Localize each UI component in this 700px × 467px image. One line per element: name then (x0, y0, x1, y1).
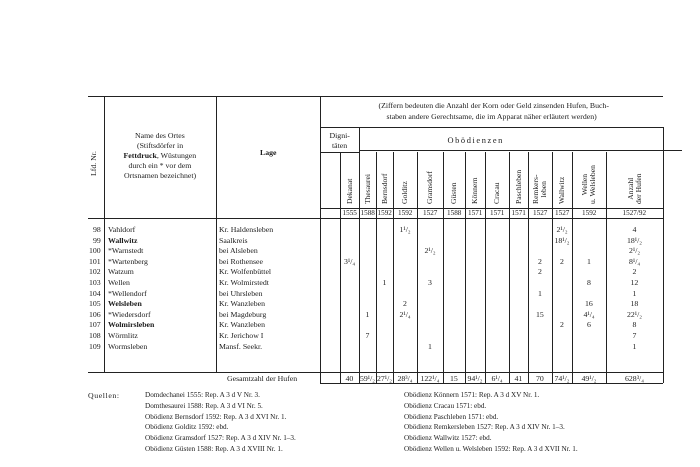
value-cell: 8 (587, 278, 591, 287)
place-location: bei Alsleben (219, 246, 258, 256)
col-rule (320, 96, 321, 383)
value-cell: 3¹/₄ (344, 256, 356, 266)
place-location: bei Uhrsleben (219, 288, 263, 298)
totals-cell: 15 (450, 373, 458, 383)
value-cell: 12 (630, 278, 639, 287)
oboedienzen-header: Obödienzen (447, 136, 504, 145)
value-cell: 18¹/₂ (554, 235, 570, 245)
place-location: Kr. Wolmirstedt (219, 278, 269, 287)
place-location: Kr. Jerichow I (219, 331, 264, 340)
col-rule (465, 152, 466, 383)
value-cell: 1 (382, 278, 387, 287)
col-rule (663, 127, 664, 383)
totals-cell: 41 (514, 373, 523, 383)
value-cell: 1 (632, 341, 637, 351)
quellen-left-line: Obödienz Golditz 1592: ebd. (145, 423, 229, 432)
column-name-line: Remkers- (531, 174, 540, 204)
column-header-6 (471, 177, 479, 204)
totals-bottom-rule (320, 383, 663, 384)
value-cell: 2 (538, 256, 542, 266)
column-header-5 (450, 182, 458, 204)
column-year-7: 1571 (490, 209, 505, 217)
column-name-line: Wallwitz (557, 176, 566, 204)
value-cell: 2 (403, 299, 407, 309)
row-number: 103 (89, 278, 101, 287)
column-year-9: 1527 (533, 209, 548, 217)
totals-cell: 628³/₄ (625, 373, 644, 383)
column-header-2 (381, 174, 389, 204)
column-year-5: 1588 (447, 209, 462, 217)
value-cell: 2 (560, 256, 564, 266)
place-location: bei Rothensee (219, 256, 263, 266)
col-rule (393, 152, 394, 383)
value-cell: 1 (538, 288, 542, 298)
quellen-left-line: Obödienz Bernsdorf 1592: Rep. A 3 d XVI Nr. 1. (145, 412, 287, 421)
place-name: Welsleben (108, 299, 142, 309)
value-cell: 8¹/₄ (629, 256, 641, 266)
column-header-3 (401, 181, 409, 204)
note-line-2: staben andere Gerechtsame, die im Apparat näher erläutert werden) (386, 112, 597, 121)
place-name: *Wellendorf (108, 288, 147, 298)
column-name-line: Golditz (400, 181, 409, 204)
place-location: Kr. Haldensleben (219, 225, 274, 234)
column-name-line: Paschleben (513, 169, 523, 204)
value-cell: 1 (365, 309, 370, 319)
row-number: 102 (89, 267, 101, 277)
col-rule (606, 152, 607, 383)
column-year-12: 1527/92 (622, 209, 647, 217)
quellen-left-line: Obödienz Gramsdorf 1527: Rep. A 3 d XIV Nr. 1–3. (145, 434, 296, 443)
column-year-0: 1555 (342, 209, 357, 217)
column-name-line: Gramsdorf (425, 171, 434, 204)
name-header-line: Name des Ortes (135, 131, 185, 140)
col-rule (359, 127, 360, 383)
place-name: *Wiedersdorf (108, 309, 151, 319)
value-cell: 1 (632, 288, 637, 298)
column-name-line: Dekanat (344, 178, 354, 204)
quellen-left-line: Domthesaurei 1588: Rep. A 3 d VI Nr. 5. (145, 401, 263, 410)
group-divider-rule (359, 150, 682, 151)
column-header-10 (558, 177, 566, 204)
quellen-right-line: Obödienz Wellen u. Welsleben 1592: Rep. A 3 d XVII Nr. 1. (404, 445, 578, 453)
column-year-1: 1588 (360, 209, 375, 217)
column-header-11 (581, 165, 597, 204)
value-cell: 2¹/₂ (556, 225, 568, 234)
column-header-1 (364, 174, 372, 204)
name-header-line (124, 151, 197, 160)
column-header-9 (532, 174, 548, 204)
place-name: *Warnstedt (108, 246, 144, 256)
value-cell: 7 (365, 331, 370, 340)
place-name: Wörmlitz (108, 331, 138, 340)
quellen-right-line: Obödienz Könnern 1571: Rep. A 3 d XV Nr. 1. (404, 391, 540, 399)
value-cell: 18 (630, 299, 639, 309)
col-rule (417, 152, 418, 383)
column-name-line: u. Welsleben (587, 165, 597, 204)
column-header-4 (426, 171, 434, 204)
name-header-line: (Stiftsdörfer in (137, 141, 184, 150)
place-name: Wellen (108, 278, 130, 287)
dignitaeten-header: täten (332, 141, 348, 150)
dignitaeten-header: Digni- (329, 131, 350, 140)
value-cell: 7 (632, 331, 637, 340)
row-number: 100 (89, 246, 101, 256)
value-cell: 1 (428, 341, 432, 351)
quellen-label: Quellen: (88, 391, 120, 400)
place-name: Watzum (108, 267, 134, 277)
value-cell: 2¹/₂ (629, 246, 641, 256)
value-cell: 2¹/₄ (399, 309, 411, 319)
value-cell: 2 (560, 320, 564, 330)
column-name-line: Güsten (449, 182, 458, 204)
totals-cell: 6¹/₄ (491, 373, 503, 383)
row-number: 105 (89, 299, 101, 309)
column-year-10: 1527 (555, 209, 570, 217)
column-name-line: der Hufen (633, 173, 643, 204)
column-name-line: Cracau (492, 182, 501, 204)
col-rule (340, 152, 341, 383)
column-header-12 (627, 173, 643, 204)
row-number: 98 (93, 225, 101, 234)
lfd-nr-header: Lfd. Nr. (89, 151, 98, 176)
row-number: 107 (89, 320, 101, 330)
column-name-line: Thesaurei (362, 174, 372, 204)
col-rule (572, 152, 573, 383)
column-year-2: 1592 (377, 209, 392, 217)
value-cell: 2¹/₂ (424, 246, 436, 256)
quellen-right-line: Obödienz Cracau 1571: ebd. (404, 401, 487, 410)
col-rule (485, 152, 486, 383)
column-name-line: Könnern (470, 177, 479, 204)
column-name-line: leben (538, 181, 548, 198)
value-cell: 15 (536, 309, 544, 319)
place-location: Kr. Wanzleben (219, 299, 265, 309)
column-name-line: Anzahl (625, 177, 635, 200)
totals-cell: 59¹/₂ (360, 373, 376, 383)
value-cell: 6 (587, 320, 591, 330)
place-location: bei Magdeburg (219, 309, 267, 319)
value-cell: 4¹/₄ (583, 309, 595, 319)
quellen-right-line: Obödienz Wallwitz 1527: ebd. (404, 434, 492, 443)
value-cell: 3 (428, 278, 432, 287)
column-year-3: 1592 (398, 209, 413, 217)
note-line-1: (Ziffern bedeuten die Anzahl der Korn oder Geld zinsenden Hufen, Buch- (378, 101, 609, 110)
column-year-11: 1592 (582, 209, 597, 217)
place-name: Wallwitz (108, 235, 138, 245)
place-name: *Wartenberg (108, 256, 148, 266)
col-rule (552, 152, 553, 383)
col-rule (216, 96, 217, 372)
place-name: Vahldorf (108, 225, 136, 234)
totals-label: Gesamtzahl der Hufen (227, 373, 298, 383)
place-name: Wormsleben (108, 341, 148, 351)
row-number: 106 (89, 309, 101, 319)
col-rule (376, 152, 377, 383)
value-cell: 4 (632, 225, 637, 234)
name-header-line-rest: , Wüstungen (156, 151, 197, 160)
place-location: Mansf. Seekr. (219, 341, 263, 351)
quellen-right-line: Obödienz Paschleben 1571: ebd. (404, 412, 499, 421)
value-cell: 22¹/₂ (627, 309, 643, 319)
place-location: Saalkreis (219, 235, 248, 245)
place-location: Kr. Wolfenbüttel (219, 267, 272, 277)
name-header-line: durch ein * vor dem (128, 161, 192, 170)
col-rule (509, 152, 510, 383)
value-cell: 1 (587, 256, 591, 266)
quellen-left-line: Domdechanei 1555: Rep. A 3 d V Nr. 3. (145, 391, 260, 399)
row-number: 108 (89, 331, 101, 340)
totals-cell: 40 (345, 373, 354, 383)
value-cell: 8 (632, 320, 637, 330)
column-year-6: 1571 (468, 209, 483, 217)
place-location: Kr. Wanzleben (219, 320, 265, 330)
row-number: 104 (89, 288, 101, 298)
totals-cell: 122¹/₄ (420, 373, 440, 383)
column-year-4: 1527 (423, 209, 438, 217)
totals-cell: 27¹/₂ (377, 373, 393, 383)
col-rule (528, 152, 529, 383)
column-name-line: Bernsdorf (379, 173, 389, 204)
totals-cell: 28³/₄ (397, 373, 413, 383)
name-header-bold-word: Fettdruck (123, 151, 157, 160)
column-year-8: 1571 (511, 209, 526, 217)
value-cell: 1¹/₂ (399, 225, 411, 234)
totals-cell: 94¹/₂ (467, 373, 483, 383)
totals-cell: 74¹/₂ (554, 373, 570, 383)
column-name-line: Wellen (580, 173, 589, 196)
row-number: 99 (93, 235, 101, 245)
quellen-right-line: Obödienz Remkersleben 1527: Rep. A 3 d XIV Nr. 1–3. (404, 423, 565, 432)
value-cell: 2 (538, 267, 542, 277)
lage-header: Lage (260, 148, 277, 157)
place-name: Wolmirsleben (108, 320, 155, 330)
column-header-8 (515, 170, 523, 204)
col-rule (443, 152, 444, 383)
totals-cell: 49¹/₂ (581, 373, 597, 383)
value-cell: 2 (632, 267, 637, 277)
note-bottom-rule (320, 127, 663, 128)
value-cell: 18¹/₂ (627, 235, 643, 245)
value-cell: 16 (585, 299, 593, 309)
totals-cell: 70 (536, 373, 544, 383)
column-header-7 (493, 182, 501, 204)
col-rule (104, 96, 105, 372)
row-number: 101 (89, 256, 101, 266)
table-top-rule (88, 96, 663, 97)
quellen-left-line: Obödienz Güsten 1588: Rep. A 3 d XVIII Nr. 1. (145, 445, 283, 453)
name-header-line: Ortsnamen bezeichnet) (124, 171, 197, 180)
column-header-0 (346, 179, 354, 204)
row-number: 109 (89, 341, 101, 351)
